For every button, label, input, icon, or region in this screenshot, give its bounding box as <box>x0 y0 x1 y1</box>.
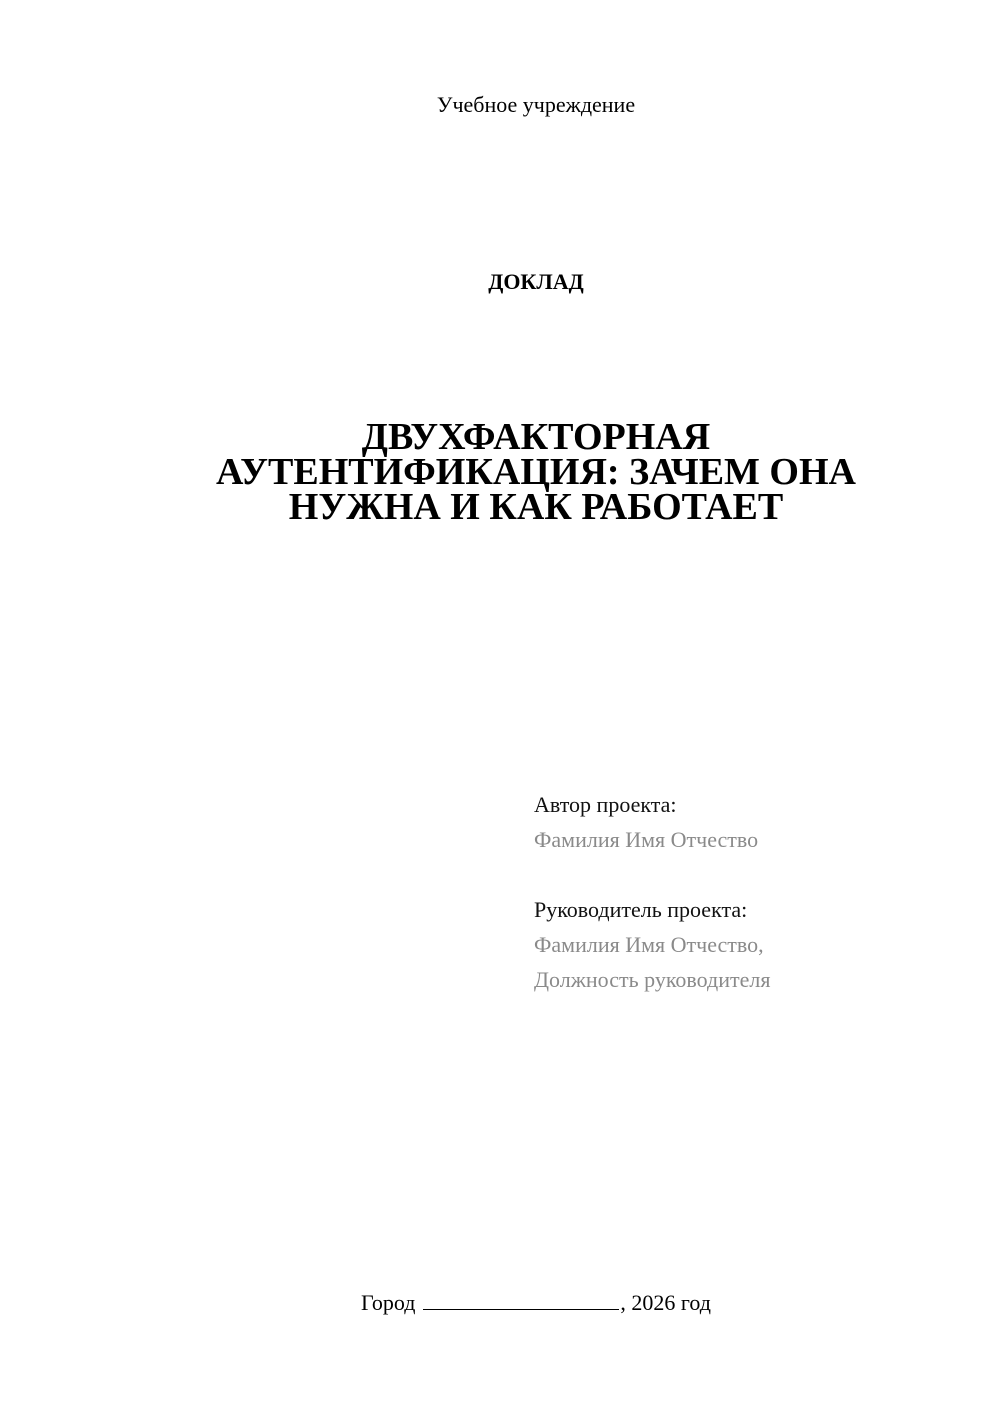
supervisor-position: Должность руководителя <box>534 967 771 992</box>
document-title <box>180 416 892 528</box>
city-year-line <box>0 1288 1000 1318</box>
author-label: Автор проекта: <box>534 792 677 817</box>
institution-name: Учебное учреждение <box>436 92 636 117</box>
author-name: Фамилия Имя Отчество <box>534 827 759 852</box>
supervisor-name: Фамилия Имя Отчество, <box>534 932 764 957</box>
year-text: , 2026 год <box>620 1290 711 1315</box>
supervisor-label: Руководитель проекта: <box>534 897 748 922</box>
city-label: Город <box>361 1290 416 1315</box>
document-title-line: АУТЕНТИФИКАЦИЯ: ЗАЧЕМ ОНА <box>216 451 856 493</box>
document-type: ДОКЛАД <box>488 269 584 294</box>
project-credits <box>534 787 974 997</box>
spacer <box>534 857 974 892</box>
city-blank-line <box>423 1289 619 1310</box>
document-title-line: НУЖНА И КАК РАБОТАЕТ <box>288 486 784 528</box>
document-title-line: ДВУХФАКТОРНАЯ <box>361 416 711 458</box>
